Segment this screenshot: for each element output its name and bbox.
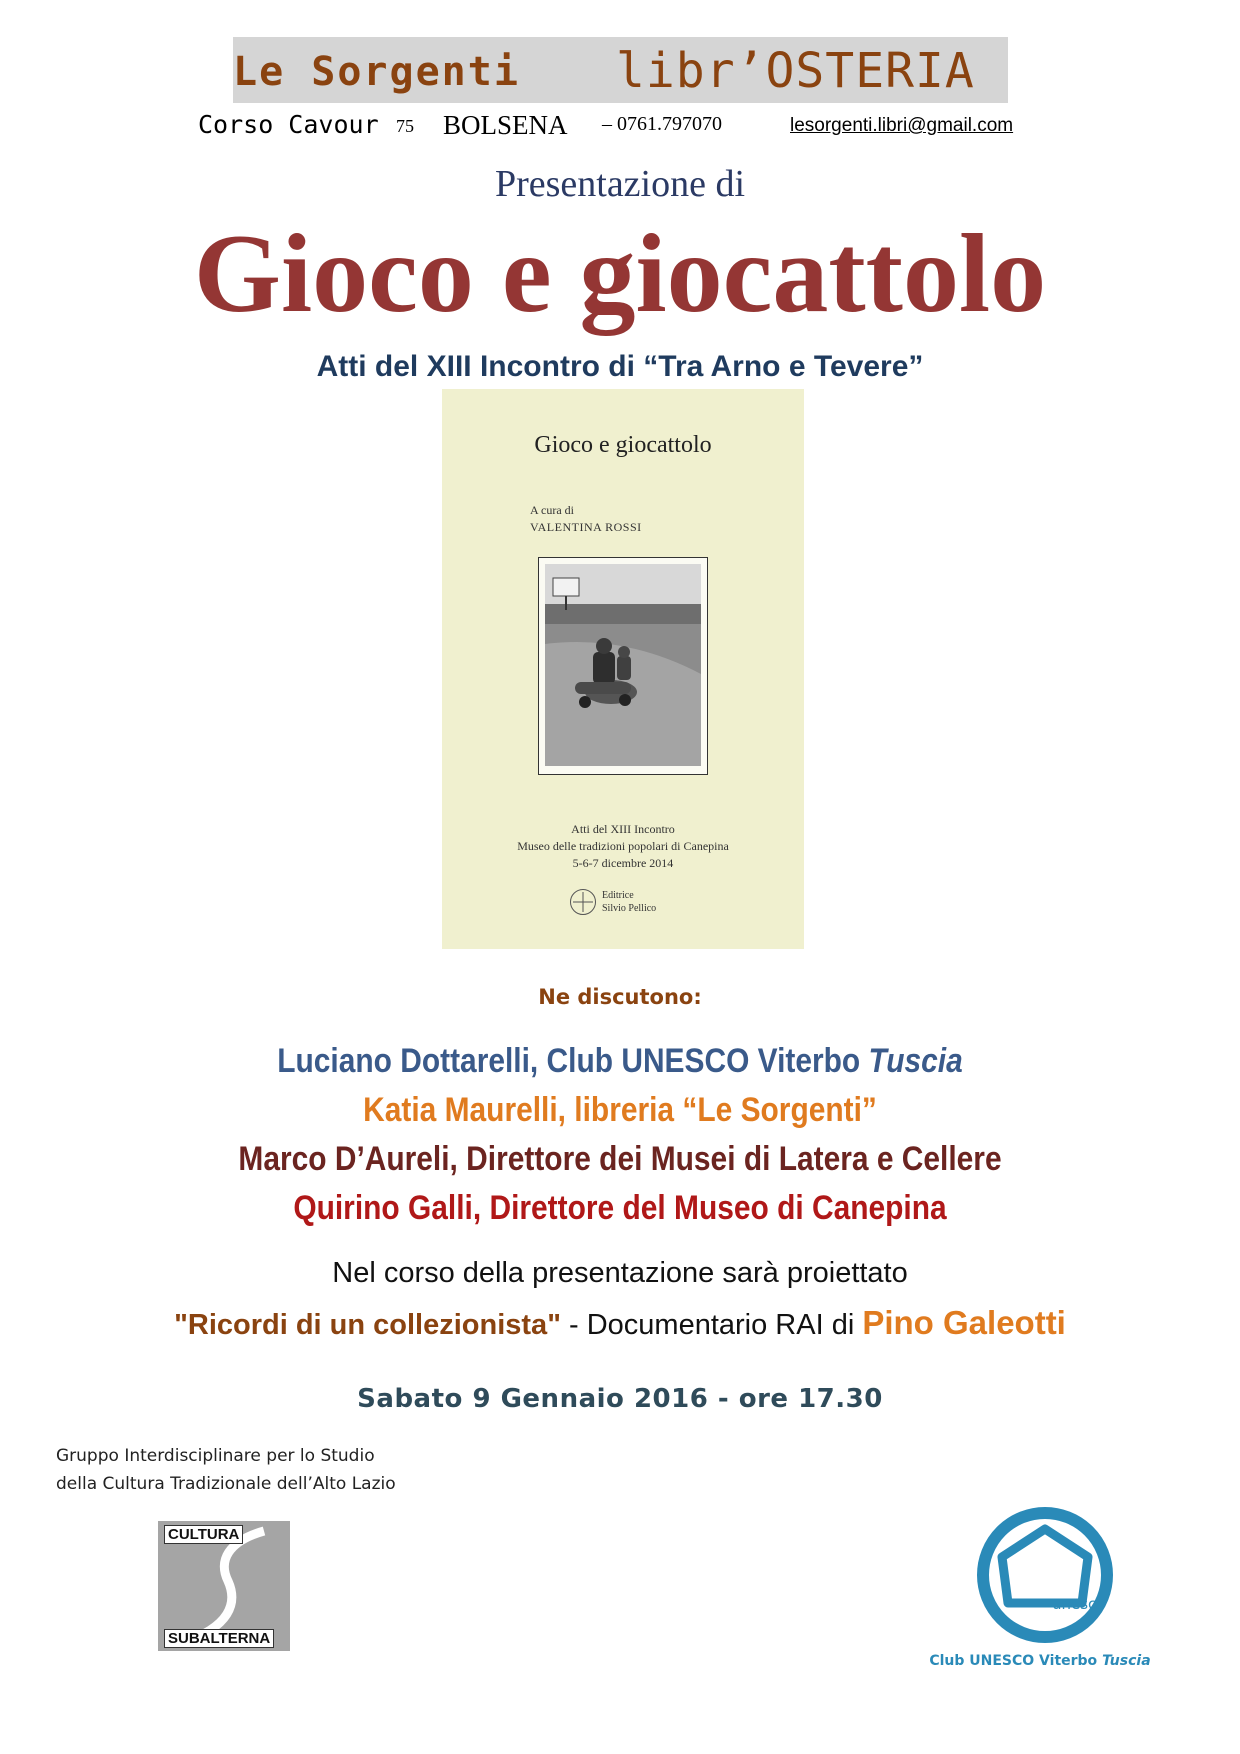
documentary-line <box>0 1304 1240 1342</box>
publisher-line2: Silvio Pellico <box>602 903 657 914</box>
publisher-line1: Editrice <box>602 890 634 901</box>
speaker-dottarelli-italic: Tuscia <box>868 1042 963 1080</box>
documentary-middle: - Documentario RAI di <box>560 1309 863 1341</box>
unesco-logo-text: unesco <box>1052 1595 1106 1613</box>
publisher-logo-icon <box>570 889 596 915</box>
cs-logo-top-label: CULTURA <box>164 1525 243 1544</box>
documentary-title: "Ricordi di un collezionista" <box>174 1309 561 1341</box>
unesco-caption-main: Club UNESCO Viterbo <box>929 1653 1103 1669</box>
speaker-dottarelli-main: Luciano Dottarelli, Club UNESCO Viterbo <box>277 1042 869 1080</box>
book-photo-frame <box>538 557 708 775</box>
cs-logo-bottom-label: SUBALTERNA <box>164 1629 274 1648</box>
intro-text: Presentazione di <box>494 163 746 205</box>
unesco-club-caption <box>915 1653 1165 1669</box>
book-info <box>442 821 804 872</box>
email-link[interactable]: lesorgenti.libri@gmail.com <box>790 115 1014 136</box>
children-on-toy-car-photo <box>545 564 701 766</box>
event-subtitle: Atti del XIII Incontro di “Tra Arno e Tevere” <box>316 350 924 383</box>
group-description <box>56 1442 396 1498</box>
unesco-logo <box>960 1505 1130 1645</box>
book-info-line3: 5-6-7 dicembre 2014 <box>572 856 674 870</box>
book-publisher <box>602 889 656 915</box>
address-number: 75 <box>396 116 414 136</box>
book-curator: VALENTINA ROSSI <box>530 520 642 534</box>
address-street: Corso Cavour <box>198 110 379 139</box>
contact-line <box>198 110 1048 142</box>
speaker-maurelli: Katia Maurelli, libreria “Le Sorgenti” <box>363 1091 877 1129</box>
event-title: Gioco e giocattolo <box>193 212 1047 336</box>
speaker-dottarelli <box>74 1042 1165 1081</box>
book-cover <box>442 389 804 949</box>
book-cover-title: Gioco e giocattolo <box>534 432 712 458</box>
event-date-time: Sabato 9 Gennaio 2016 - ore 17.30 <box>357 1384 883 1414</box>
group-line1: Gruppo Interdisciplinare per lo Studio <box>56 1446 375 1466</box>
book-info-line1: Atti del XIII Incontro <box>571 822 675 836</box>
shop-name: Le Sorgenti <box>233 49 520 95</box>
speaker-galli: Quirino Galli, Direttore del Museo di Canepina <box>293 1189 947 1227</box>
group-line2: della Cultura Tradizionale dell’Alto Lazio <box>56 1474 396 1494</box>
discussants-label: Ne discutono: <box>538 985 702 1009</box>
book-info-line2: Museo delle tradizioni popolari di Canepina <box>517 839 729 853</box>
documentary-author: Pino Galeotti <box>862 1304 1066 1341</box>
unesco-caption-italic: Tuscia <box>1102 1653 1151 1669</box>
shop-tagline: libr’OSTERIA <box>616 43 975 99</box>
documentary-intro: Nel corso della presentazione sarà proiettato <box>332 1257 908 1289</box>
book-curator-label: A cura di <box>530 503 574 517</box>
book-cover-photo <box>545 564 701 766</box>
phone-number: – 0761.797070 <box>602 113 722 135</box>
header-banner <box>233 37 1008 103</box>
address-city: BOLSENA <box>443 110 568 140</box>
speaker-daureli: Marco D’Aureli, Direttore dei Musei di Latera e Cellere <box>238 1140 1002 1178</box>
cultura-subalterna-logo <box>158 1521 290 1651</box>
